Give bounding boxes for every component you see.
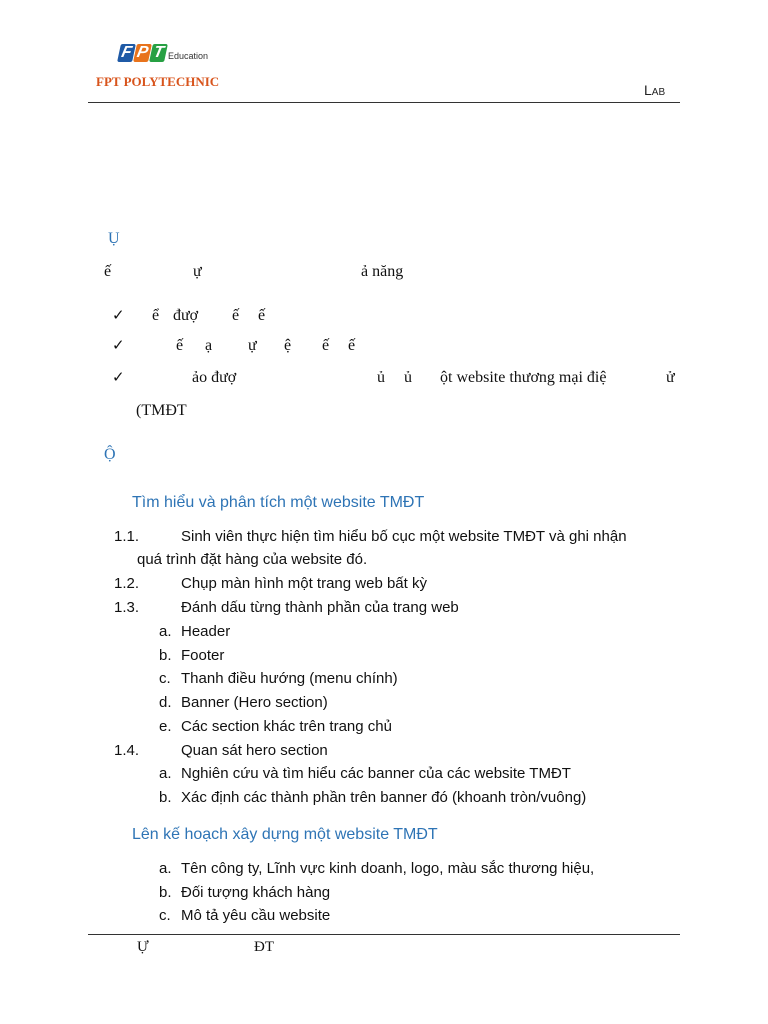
logo-letter-f: F <box>117 44 136 62</box>
text-fragment: ủ <box>377 369 385 386</box>
text-fragment: ự <box>193 263 202 280</box>
list-item: Chụp màn hình một trang web bất kỳ <box>181 575 427 592</box>
text-fragment: ả năng <box>361 263 404 280</box>
item-letter: a. <box>159 860 172 877</box>
item-letter: b. <box>159 789 172 806</box>
item-letter: e. <box>159 718 172 735</box>
header-rule <box>88 102 680 103</box>
header-lab-label: Lab <box>644 82 666 98</box>
text-fragment: ử <box>666 369 675 386</box>
footer-fragment: Ự <box>137 939 149 955</box>
list-item: Sinh viên thực hiện tìm hiểu bố cục một website TMĐT và ghi nhận <box>181 528 627 545</box>
brand-name: FPT POLYTECHNIC <box>96 74 220 89</box>
objective-heading-fragment: Ụ <box>108 230 120 247</box>
footer-rule <box>88 934 680 935</box>
item-letter: a. <box>159 765 172 782</box>
logo-letter-t: T <box>149 44 168 62</box>
list-item: Tên công ty, Lĩnh vực kinh doanh, logo, màu sắc thương hiệu, <box>181 860 595 877</box>
list-item: Footer <box>181 647 225 664</box>
text-fragment: (TMĐT <box>136 402 187 419</box>
logo-subtitle: Education <box>168 51 209 61</box>
footer-fragment: ĐT <box>254 939 274 955</box>
item-letter: c. <box>159 670 171 687</box>
list-item: Header <box>181 623 231 640</box>
item-letter: b. <box>159 647 172 664</box>
text-fragment: ạ <box>205 337 213 354</box>
text-fragment: ủ <box>404 369 412 386</box>
list-item: Quan sát hero section <box>181 742 328 759</box>
list-item: Mô tả yêu cầu website <box>181 907 331 924</box>
text-fragment: ế <box>232 307 240 324</box>
section-heading: Lên kế hoạch xây dựng một website TMĐT <box>132 826 438 843</box>
list-item: Các section khác trên trang chủ <box>181 718 392 735</box>
list-item: Banner (Hero section) <box>181 694 328 711</box>
item-number: 1.2. <box>114 575 140 592</box>
section-heading: Tìm hiểu và phân tích một website TMĐT <box>132 494 425 511</box>
text-fragment: đượ <box>173 307 199 324</box>
logo-letter-p: P <box>133 44 152 62</box>
text-fragment: ế <box>176 337 184 354</box>
item-number: 1.3. <box>114 599 140 616</box>
check-icon: ✓ <box>112 368 125 386</box>
text-fragment: ảo đượ <box>192 369 237 386</box>
item-letter: b. <box>159 884 172 901</box>
text-fragment: ế <box>104 263 112 280</box>
text-fragment: ệ <box>284 337 292 354</box>
check-icon: ✓ <box>112 306 125 324</box>
item-letter: a. <box>159 623 172 640</box>
text-fragment: ự <box>248 337 257 354</box>
list-item: Thanh điều hướng (menu chính) <box>181 670 398 687</box>
list-item-continuation: quá trình đặt hàng của website đó. <box>137 551 368 568</box>
text-fragment: ế <box>322 337 330 354</box>
item-letter: d. <box>159 694 172 711</box>
check-icon: ✓ <box>112 336 125 354</box>
text-fragment: ột website thương mại điệ <box>440 369 607 386</box>
list-item: Đối tượng khách hàng <box>181 884 331 901</box>
item-letter: c. <box>159 907 171 924</box>
item-number: 1.1. <box>114 528 140 545</box>
content-heading-fragment: Ộ <box>104 446 116 463</box>
list-item: Nghiên cứu và tìm hiểu các banner của các website TMĐT <box>181 765 571 782</box>
text-fragment: ế <box>258 307 266 324</box>
text-fragment: ế <box>348 337 356 354</box>
list-item: Đánh dấu từng thành phần của trang web <box>181 599 459 616</box>
text-fragment: ể <box>152 307 160 324</box>
list-item: Xác định các thành phần trên banner đó (khoanh tròn/vuông) <box>181 789 587 806</box>
item-number: 1.4. <box>114 742 140 759</box>
